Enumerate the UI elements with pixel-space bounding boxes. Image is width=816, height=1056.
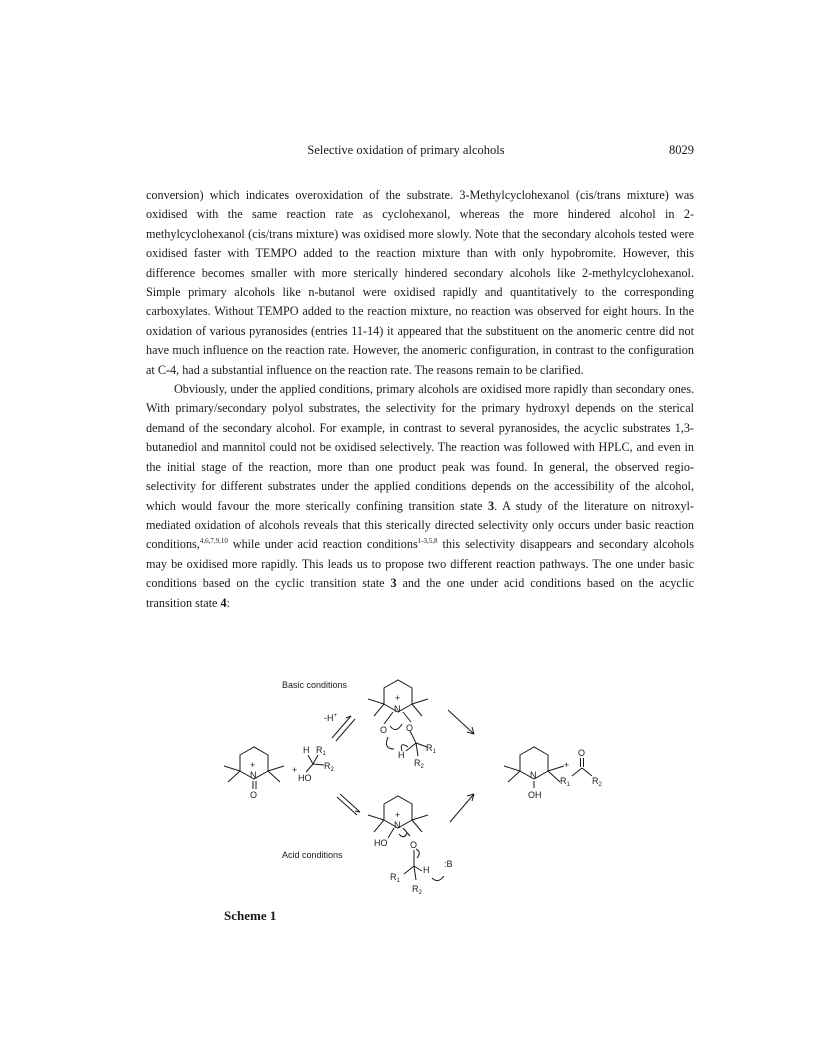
- ts3-r1-sub: 1: [432, 749, 436, 755]
- p2-text-b: . A study of the literature on nitroxyl-mediated oxidation of alcohols reveals that this sterically directed selectivity only occurs under basic reaction conditions,: [146, 498, 694, 552]
- tempo-n-label: N: [250, 770, 257, 780]
- p2-text-d: this selectivity disappears and secondary alcohols may be oxidised more rapidly. This leads us to propose two different reaction pathways. The one under basic conditions based on the cyclic transition state: [146, 537, 694, 591]
- alcohol-r1-label: R: [316, 745, 323, 755]
- acid-conditions-label: Acid conditions: [282, 850, 343, 860]
- body-text: [146, 186, 694, 613]
- product-oh-label: OH: [528, 790, 542, 800]
- base-label: :B: [444, 859, 453, 869]
- ts4-o-label: O: [410, 840, 418, 850]
- ts4-r2-label: R: [412, 884, 419, 894]
- product-n-label: N: [530, 770, 537, 780]
- p2-text-e: and the one under acid conditions based on the acyclic transition state: [146, 576, 694, 610]
- minus-h-plus: +: [333, 713, 338, 719]
- svg-text:-H+: [324, 713, 338, 723]
- p2-text-c: while under acid reaction conditions: [227, 537, 418, 552]
- alcohol-h-label: H: [303, 745, 310, 755]
- ts4-h-label: H: [423, 865, 430, 875]
- svg-text:R2: [324, 761, 335, 773]
- p2-text-f: :: [226, 595, 230, 610]
- ketone-o-label: O: [578, 748, 586, 758]
- compound-ref-3b: 3: [390, 576, 397, 591]
- svg-text:R1: [560, 776, 571, 788]
- svg-text:R2: [592, 776, 603, 788]
- plus-sign-2: +: [564, 760, 570, 770]
- svg-text:R1: [390, 872, 401, 884]
- ts3-plus-label: +: [395, 693, 401, 703]
- ts4-plus-label: +: [395, 810, 401, 820]
- running-title: Selective oxidation of primary alcohols: [307, 143, 505, 157]
- alcohol-r2-label: R: [324, 761, 331, 771]
- alcohol-r1-sub: 1: [322, 751, 326, 757]
- ts4-r1-sub: 1: [396, 878, 400, 884]
- ts4-r1-label: R: [390, 872, 397, 882]
- minus-h-label: -H: [324, 713, 334, 723]
- ts3-o-label: O: [406, 723, 414, 733]
- tempo-o-label: O: [250, 790, 258, 800]
- alcohol-r2-sub: 2: [330, 767, 334, 773]
- ts3-r2-sub: 2: [420, 764, 424, 770]
- ts3-n-label: N: [394, 704, 401, 714]
- compound-ref-4: 4: [220, 595, 227, 610]
- scheme-label: Scheme 1: [224, 908, 277, 923]
- p2-text-a: Obviously, under the applied conditions, primary alcohols are oxidised more rapidly than secondary ones. With primary/secondary polyol substrates, the selectivity for the primary hydroxyl depends on the sterical demand of the secondary alcohol. For example, in contrast to several pyranosides, the acyclic substrates 1,3-butanediol and mannitol could not be oxidised selectively. The reaction was followed with HPLC, and even in the initial stage of the reaction, more than one product peak was found. In general, the observed regio-selectivity for different substrates under the applied conditions depends on the accessibility of the alcohol, which would favour the more sterically confining transition state: [146, 382, 694, 513]
- reaction-scheme: [200, 668, 640, 898]
- citation-acid: 1-3,5,8: [417, 537, 438, 546]
- page-number: 8029: [669, 143, 694, 157]
- tempo-plus-label: +: [250, 760, 256, 770]
- ketone-r1-label: R: [560, 776, 567, 786]
- ketone-r2-label: R: [592, 776, 599, 786]
- ts3-r2-label: R: [414, 758, 421, 768]
- citation-basic: 4,6,7,9,10: [199, 537, 228, 546]
- ketone-r2-sub: 2: [598, 782, 602, 788]
- alcohol-ho-label: HO: [298, 773, 312, 783]
- basic-conditions-label: Basic conditions: [282, 680, 348, 690]
- svg-text:R2: [412, 884, 423, 896]
- ts4-n-label: N: [394, 820, 401, 830]
- svg-text:R1: [426, 743, 437, 755]
- ts3-h-label: H: [398, 750, 405, 760]
- ts3-o-minus-label: O: [380, 725, 388, 735]
- paragraph-2: [146, 380, 694, 613]
- ketone-r1-sub: 1: [566, 782, 570, 788]
- ts4-ho-label: HO: [374, 838, 388, 848]
- plus-sign: +: [292, 765, 298, 775]
- ts4-r2-sub: 2: [418, 890, 422, 896]
- svg-text:R2: [414, 758, 425, 770]
- ts3-r1-label: R: [426, 743, 433, 753]
- compound-ref-3: 3: [488, 498, 495, 513]
- paragraph-1: conversion) which indicates overoxidation of the substrate. 3-Methylcyclohexanol (cis/trans mixture) was oxidised with the same reaction rate as cyclohexanol, whereas the more hindered alcohol in 2-methylcyclohexanol (cis/trans mixture) was oxidised more slowly. Note that the secondary alcohols tested were oxidised faster with TEMPO added to the reaction mixture than with only hypobromite. However, this difference becomes smaller with more sterically hindered secondary alcohols like 2-methylcyclohexanol. Simple primary alcohols like n-butanol were oxidised rapidly and quantitatively to the corresponding carboxylates. Without TEMPO added to the reaction mixture, no reaction was observed for eight hours. In the oxidation of various pyranosides (entries 11-14) it appeared that the substituent on the anomeric centre did not have much influence on the reaction rate. However, the anomeric configuration, in contrast to the configuration at C-4, had a substantial influence on the reaction rate. The reasons remain to be clarified.: [146, 188, 694, 377]
